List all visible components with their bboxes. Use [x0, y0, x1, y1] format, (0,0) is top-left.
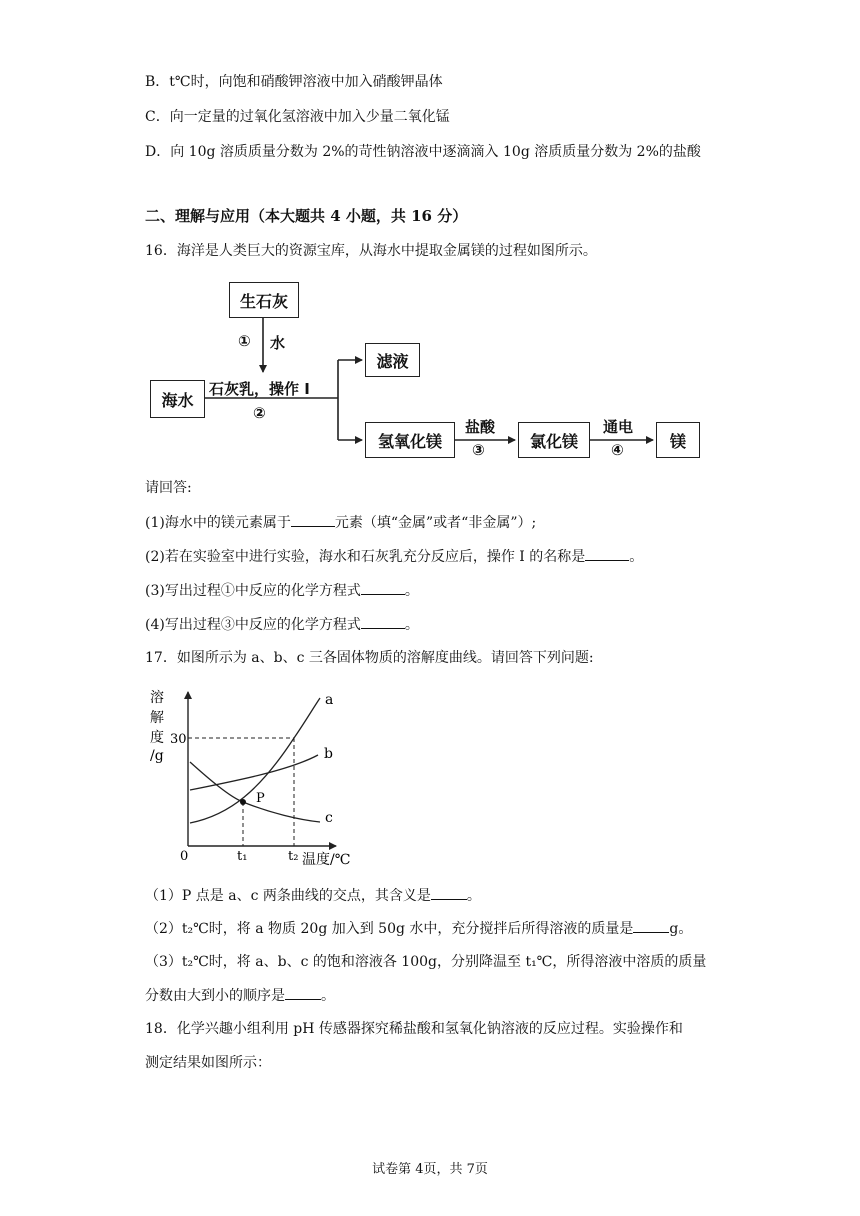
- q16-stem: 16．海洋是人类巨大的资源宝库，从海水中提取金属镁的过程如图所示。: [145, 243, 597, 259]
- q17-part3-line1: （3）t₂℃时，将 a、b、c 的饱和溶液各 100g，分别降温至 t₁℃，所得溶液中溶质的质量: [145, 954, 707, 970]
- step2-label: ②: [253, 404, 266, 422]
- hcl-label: 盐酸: [465, 418, 496, 436]
- tick-t2: t₂: [288, 849, 299, 864]
- electrolysis-label: 通电: [603, 418, 634, 436]
- y-label-1: 溶: [150, 690, 164, 706]
- quicklime-box: 生石灰: [229, 282, 299, 318]
- answer-blank: [431, 885, 467, 900]
- tick-30: 30: [170, 732, 187, 747]
- step1-label: ①: [238, 332, 251, 350]
- step3-label: ③: [472, 441, 485, 459]
- step4-label: ④: [611, 441, 624, 459]
- mgcl2-box: 氯化镁: [518, 422, 590, 458]
- section-heading: 二、理解与应用（本大题共 4 小题，共 16 分）: [145, 207, 468, 225]
- option-c: C．向一定量的过氧化氢溶液中加入少量二氧化锰: [145, 109, 450, 125]
- answer-blank: [361, 580, 405, 595]
- q17-stem: 17．如图所示为 a、b、c 三各固体物质的溶解度曲线。请回答下列问题:: [145, 650, 594, 666]
- answer-blank: [585, 546, 629, 561]
- mg-box: 镁: [656, 422, 700, 458]
- mgoh2-box: 氢氧化镁: [365, 422, 455, 458]
- curve-b: [190, 755, 318, 790]
- q17-part2-text-b: g。: [669, 921, 693, 937]
- label-p: P: [256, 791, 265, 806]
- q16-part4: [145, 614, 419, 635]
- q16-part3: [145, 580, 419, 601]
- q17-part1: [145, 885, 481, 906]
- label-a: a: [325, 692, 334, 708]
- curve-a: [190, 698, 320, 823]
- answer-blank: [291, 512, 335, 527]
- label-c: c: [325, 810, 333, 826]
- curve-c: [190, 762, 320, 822]
- q16-part1-text-a: (1)海水中的镁元素属于: [145, 515, 291, 531]
- q16-prompt: 请回答:: [145, 480, 192, 496]
- q18-line2: 测定结果如图所示：: [145, 1055, 271, 1071]
- tick-t1: t₁: [237, 849, 248, 864]
- x-axis-label: 温度/℃: [302, 852, 351, 868]
- tick-origin: 0: [180, 849, 189, 864]
- q16-part2: [145, 546, 643, 567]
- q16-part1-text-b: 元素（填“金属”或者“非金属”）;: [334, 515, 537, 531]
- solubility-graph: [140, 680, 380, 870]
- q16-part3-text-a: (3)写出过程①中反应的化学方程式: [145, 583, 361, 599]
- y-label-4: /g: [150, 748, 164, 764]
- point-p: [240, 799, 246, 805]
- filtrate-box: 滤液: [365, 343, 420, 377]
- limemilk-operation-label: 石灰乳，操作 I: [209, 380, 310, 398]
- q16-part4-text-a: (4)写出过程③中反应的化学方程式: [145, 617, 361, 633]
- answer-blank: [633, 918, 669, 933]
- q17-part3-text-c: 。: [321, 988, 335, 1004]
- y-label-3: 度: [150, 730, 164, 746]
- q17-part1-text-b: 。: [466, 888, 481, 904]
- answer-blank: [361, 614, 405, 629]
- q17-part2-text-a: （2）t₂℃时，将 a 物质 20g 加入到 50g 水中，充分搅拌后所得溶液的质量是: [145, 921, 634, 937]
- q16-part1: [145, 512, 536, 533]
- q16-part2-text-b: 。: [629, 549, 644, 565]
- q18-line1: 18．化学兴趣小组利用 pH 传感器探究稀盐酸和氢氧化钠溶液的反应过程。实验操作和: [145, 1021, 683, 1037]
- option-d: D．向 10g 溶质质量分数为 2%的苛性钠溶液中逐滴滴入 10g 溶质质量分数为 2%的盐酸: [145, 144, 701, 160]
- seawater-box: 海水: [150, 380, 205, 418]
- q16-part3-text-b: 。: [404, 583, 419, 599]
- option-b: B．t℃时，向饱和硝酸钾溶液中加入硝酸钾晶体: [145, 74, 443, 90]
- q17-part2: [145, 918, 692, 939]
- label-b: b: [324, 746, 333, 762]
- y-label-2: 解: [150, 710, 164, 726]
- page-footer: 试卷第 4页，共 7页: [372, 1162, 488, 1177]
- q16-part4-text-b: 。: [404, 617, 419, 633]
- answer-blank: [285, 985, 321, 1000]
- water-label: 水: [270, 334, 286, 352]
- q17-part3-line2: [145, 985, 335, 1006]
- flowchart-arrows: [0, 0, 860, 480]
- q16-part2-text-a: (2)若在实验室中进行实验，海水和石灰乳充分反应后，操作 I 的名称是: [145, 549, 586, 565]
- q17-part3-text-b: 分数由大到小的顺序是: [145, 988, 285, 1004]
- q17-part1-text-a: （1）P 点是 a、c 两条曲线的交点，其含义是: [145, 888, 431, 904]
